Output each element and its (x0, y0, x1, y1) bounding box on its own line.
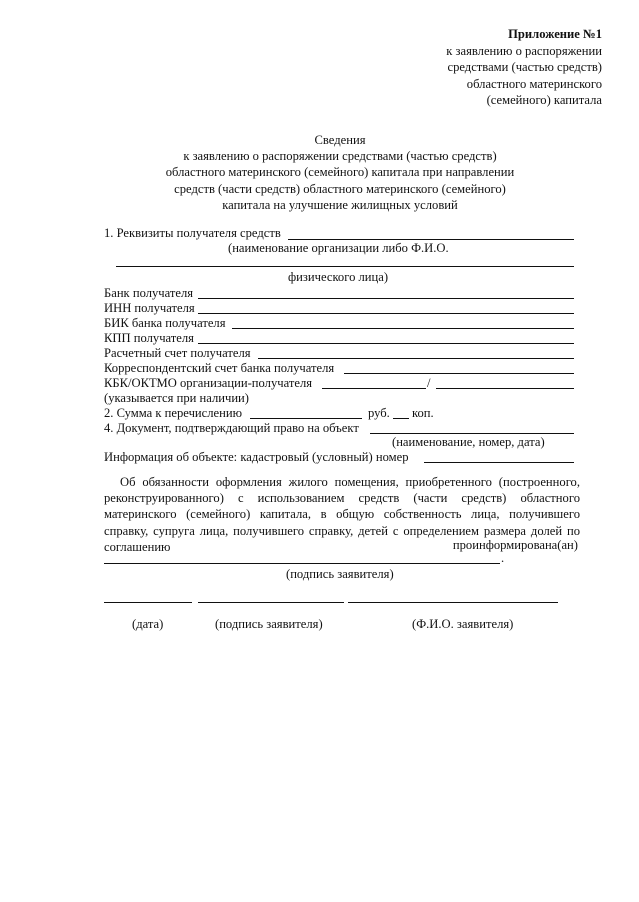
doc-hint: (наименование, номер, дата) (392, 435, 545, 449)
heading-title: Сведения (314, 133, 366, 147)
signature-hint: (подпись заявителя) (215, 617, 323, 631)
obligation-paragraph: Об обязанности оформления жилого помещения, приобретенного (построенного, реконструированного) с использованием средств (части средств) областного материнского (семейного) капитала, в общую собственность лица, получившего справку, супруга лица, получившего справку, детей с определением размера долей по соглашению (104, 475, 580, 554)
heading-line: областного материнского (семейного) капитала при направлении (165, 165, 515, 180)
date-field[interactable] (104, 602, 192, 603)
bik-field[interactable] (232, 328, 574, 329)
inn-label: ИНН получателя (104, 301, 195, 315)
kbk-slash: / (427, 376, 431, 390)
recipient-name-field-2[interactable] (116, 266, 574, 267)
informed-dot: . (501, 551, 505, 565)
date-hint: (дата) (132, 617, 164, 631)
account-field[interactable] (258, 358, 574, 359)
document-heading (100, 132, 580, 213)
heading-line: средств (части средств) областного материнского (семейного) (174, 181, 506, 196)
recipient-label: 1. Реквизиты получателя средств (104, 226, 281, 240)
informed-label: проинформирована(ан) (452, 538, 578, 552)
fio-field[interactable] (348, 602, 558, 603)
sum-kop-field[interactable] (393, 418, 409, 419)
sum-rub-label: руб. (368, 406, 390, 420)
inn-field[interactable] (198, 313, 574, 314)
account-label: Расчетный счет получателя (104, 346, 251, 360)
appendix-line: (семейного) капитала (486, 93, 602, 107)
sum-rub-field[interactable] (250, 418, 362, 419)
appendix-title: Приложение №1 (508, 27, 602, 41)
appendix-line: средствами (частью средств) (447, 60, 602, 74)
bik-label: БИК банка получателя (104, 316, 226, 330)
kbk-hint: (указывается при наличии) (104, 391, 249, 405)
recipient-hint-1: (наименование организации либо Ф.И.О. (228, 241, 449, 255)
sum-label: 2. Сумма к перечислению (104, 406, 242, 420)
recipient-name-field[interactable] (288, 239, 574, 240)
heading-line: к заявлению о распоряжении средствами (частью средств) (183, 149, 497, 164)
doc-label: 4. Документ, подтверждающий право на объект (104, 421, 359, 435)
appendix-line: к заявлению о распоряжении (446, 43, 602, 58)
signature-field[interactable] (198, 602, 344, 603)
kpp-label: КПП получателя (104, 331, 194, 345)
kbk-field[interactable] (322, 388, 426, 389)
informed-sign-hint: (подпись заявителя) (286, 567, 394, 581)
kbk-label: КБК/ОКТМО организации-получателя (104, 376, 313, 390)
corr-account-field[interactable] (344, 373, 574, 374)
doc-field[interactable] (370, 433, 574, 434)
bank-field[interactable] (198, 298, 574, 299)
heading-line: капитала на улучшение жилищных условий (222, 197, 458, 212)
informed-signature-field[interactable] (104, 563, 500, 564)
appendix-line: областного материнского (466, 76, 602, 91)
sum-kop-label: коп. (412, 406, 434, 420)
oktmo-field[interactable] (436, 388, 574, 389)
kpp-field[interactable] (198, 343, 574, 344)
appendix-block (382, 26, 602, 109)
recipient-hint-2: физического лица) (288, 270, 389, 284)
object-info-label: Информация об объекте: кадастровый (условный) номер (104, 450, 409, 464)
bank-label: Банк получателя (104, 286, 194, 300)
object-info-field[interactable] (424, 462, 574, 463)
corr-account-label: Корреспондентский счет банка получателя (104, 361, 335, 375)
fio-hint: (Ф.И.О. заявителя) (412, 617, 514, 631)
